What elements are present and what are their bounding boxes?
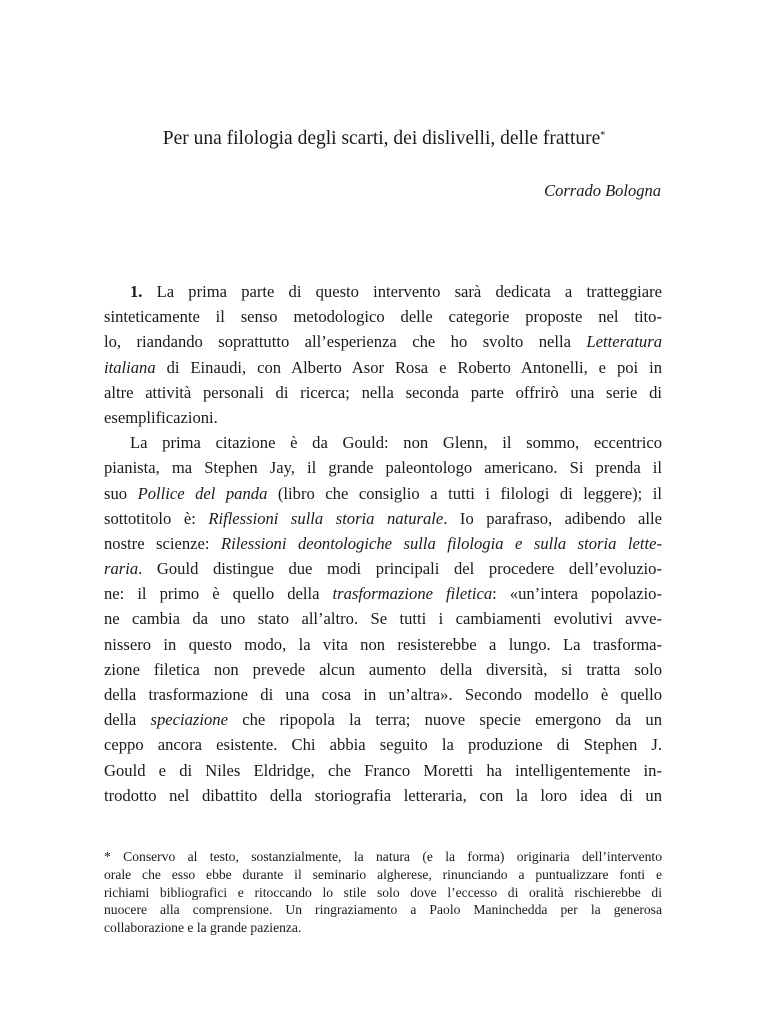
line-text: lo, riandando soprattutto all’esperienza che ho svolto nella: [104, 332, 587, 352]
text-line: [104, 405, 662, 430]
line-text: trodotto nel dibattito della storiografia letteraria, con la loro idea di un: [104, 785, 662, 805]
line-text: (libro che consiglio a tutti i filologi di leggere); il: [267, 483, 662, 503]
text-line: [104, 531, 662, 556]
italic-text: Riflessioni sulla storia naturale: [208, 508, 444, 528]
line-text: La prima citazione è da Gould: non Glenn, il sommo, eccentrico: [130, 433, 662, 453]
text-line: [104, 380, 662, 405]
text-line: [104, 304, 662, 329]
text-line: [104, 481, 662, 506]
line-text: della trasformazione di una cosa in un’altra». Secondo modello è quello: [104, 685, 662, 704]
text-line: [104, 758, 662, 783]
paragraph-2: [104, 430, 662, 808]
section-number: 1.: [130, 282, 143, 301]
text-line: [104, 707, 662, 732]
paragraph-1: [104, 279, 662, 430]
text-line: [104, 279, 662, 304]
author-name: Corrado Bologna: [544, 181, 661, 200]
italic-text: Pollice del panda: [137, 483, 268, 503]
chapter-title-text: Per una filologia degli scarti, dei dislivelli, delle fratture: [162, 128, 601, 149]
footnote-marker: *: [600, 130, 606, 141]
footnote-line: collaborazione e la grande pazienza.: [104, 920, 302, 936]
italic-text: Letteratura: [586, 332, 662, 352]
footnote-line: orale che esso ebbe durante il seminario algherese, rinunciando a puntualizzare fonti e: [104, 866, 662, 882]
line-text: altre attività personali di ricerca; nella seconda parte offrirò una serie di: [104, 382, 662, 402]
text-line: [104, 455, 662, 480]
line-text: ne cambia da uno stato all’altro. Se tutti i cambiamenti evolutivi avve-: [104, 609, 662, 629]
line-text: della: [104, 710, 151, 730]
text-line: [104, 506, 662, 531]
footnote-line: * Conservo al testo, sostanzialmente, la natura (e la forma) originaria dell’intervento: [104, 849, 662, 864]
footnote-line: nuocere alla comprensione. Un ringraziamento a Paolo Maninchedda per la generosa: [104, 902, 662, 918]
line-text: pianista, ma Stephen Jay, il grande paleontologo americano. Si prenda il: [104, 458, 662, 478]
line-text: nostre scienze:: [104, 533, 222, 553]
text-line: [104, 329, 662, 354]
text-line: [104, 682, 662, 707]
line-text: suo: [104, 483, 138, 503]
line-text: che ripopola la terra; nuove specie emergono da un: [227, 710, 662, 730]
line-text: . Io parafraso, adibendo alle: [443, 508, 662, 528]
italic-text: italiana: [104, 357, 156, 377]
italic-text: trasformazione filetica: [332, 584, 493, 604]
main-text: [104, 279, 662, 808]
text-line: [104, 581, 662, 606]
footnote: [104, 848, 662, 937]
line-text: La prima parte di questo intervento sarà dedicata a tratteggiare: [142, 282, 662, 301]
footnote-line: richiami bibliografici e ritoccando lo stile solo dove l’eccesso di oralità rischierebbe di: [104, 884, 662, 900]
text-line: [104, 657, 662, 682]
line-text: di Einaudi, con Alberto Asor Rosa e Roberto Antonelli, e poi in: [155, 357, 662, 377]
line-text: esemplificazioni.: [104, 407, 218, 427]
line-text: sinteticamente il senso metodologico delle categorie proposte nel tito-: [104, 307, 662, 327]
text-line: [104, 355, 662, 380]
text-line: [104, 783, 662, 808]
line-text: zione filetica non prevede alcun aumento della diversità, si tratta solo: [104, 659, 662, 679]
text-line: [104, 430, 662, 455]
line-text: : «un’intera popolazio-: [492, 584, 662, 604]
text-line: [104, 606, 662, 631]
italic-text: speciazione: [150, 710, 228, 730]
line-text: ne: il primo è quello della: [104, 584, 333, 604]
line-text: nissero in questo modo, la vita non resisterebbe a lungo. La trasforma-: [104, 634, 662, 654]
line-text: sottotitolo è:: [104, 508, 209, 528]
italic-text: raria: [104, 559, 139, 579]
italic-text: Rilessioni deontologiche sulla filologia e sulla storia lette-: [221, 533, 662, 553]
line-text: ceppo ancora esistente. Chi abbia seguito la produzione di Stephen J.: [104, 735, 662, 755]
text-line: [104, 632, 662, 657]
chapter-title: [104, 126, 664, 152]
text-line: [104, 732, 662, 757]
text-line: [104, 556, 662, 581]
line-text: Gould e di Niles Eldridge, che Franco Moretti ha intelligentemente in-: [104, 760, 662, 780]
line-text: . Gould distingue due modi principali del procedere dell’evoluzio-: [138, 559, 662, 579]
